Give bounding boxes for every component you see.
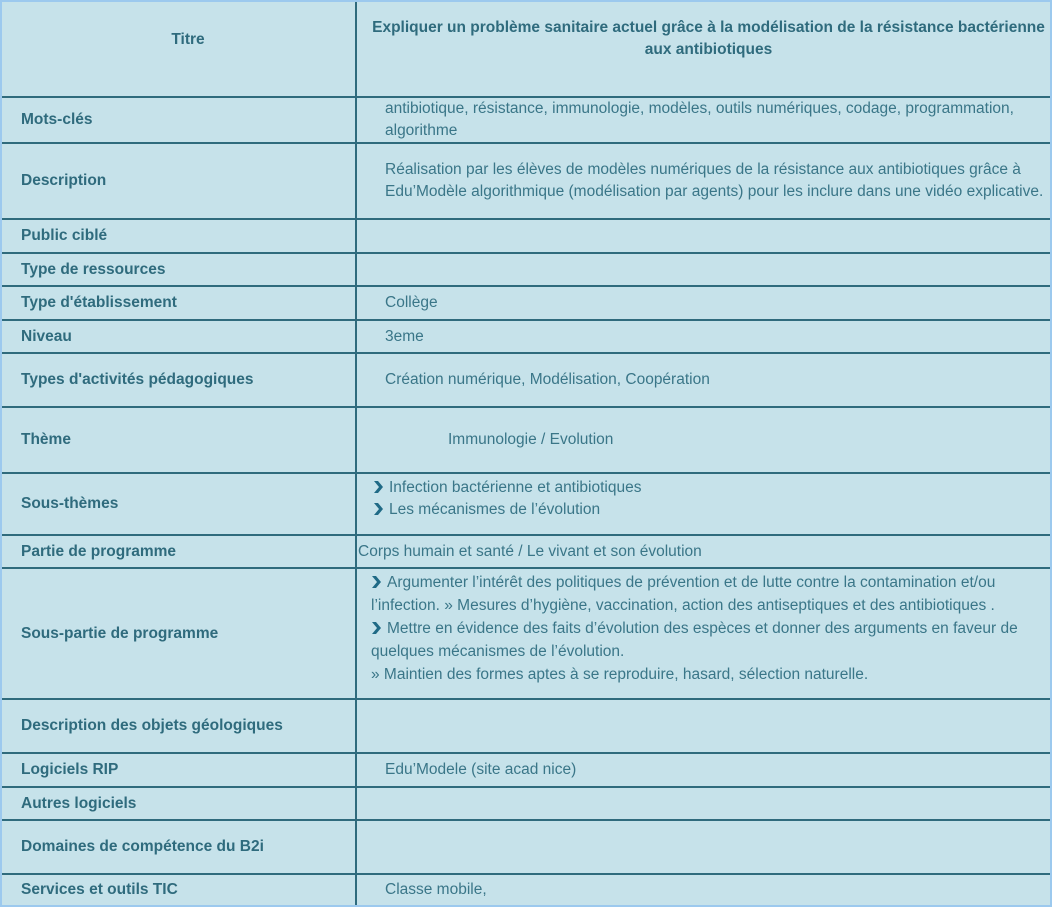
table-row [2, 535, 1050, 568]
chevron-right-icon [373, 481, 383, 493]
row-label-program-part: Partie de programme [2, 535, 356, 568]
table-row [2, 820, 1050, 874]
chevron-right-icon [373, 503, 383, 515]
table-row [2, 473, 1050, 535]
activities-value: Création numérique, Modélisation, Coopération [356, 353, 1050, 407]
table-row [2, 568, 1050, 699]
row-label-keywords: Mots-clés [2, 97, 356, 143]
chevron-right-icon [371, 622, 381, 634]
title-label: Titre [2, 2, 356, 97]
row-label-geological-objects: Description des objets géologiques [2, 699, 356, 753]
list-item-note: » Maintien des formes aptes à se reproduire, hasard, sélection naturelle. [371, 666, 869, 683]
public-value [356, 219, 1050, 253]
list-item: Les mécanismes de l’évolution [373, 499, 1044, 521]
resource-type-value [356, 253, 1050, 286]
program-subpart-value [356, 568, 1050, 699]
tic-services-value: Classe mobile, [356, 874, 1050, 905]
row-label-subthemes: Sous-thèmes [2, 473, 356, 535]
subthemes-value [356, 473, 1050, 535]
resource-table [2, 2, 1050, 905]
list-item: Mettre en évidence des faits d’évolution des espèces et donner des arguments en faveur de quelques mécanismes de l’évolution. [371, 620, 1018, 660]
chevron-right-icon [371, 576, 381, 588]
row-label-resource-type: Type de ressources [2, 253, 356, 286]
table-row [2, 353, 1050, 407]
level-value: 3eme [356, 320, 1050, 353]
rip-software-value: Edu’Modele (site acad nice) [356, 753, 1050, 787]
b2i-value [356, 820, 1050, 874]
program-part-value: Corps humain et santé / Le vivant et son évolution [356, 535, 1050, 568]
table-row [2, 787, 1050, 820]
table-row [2, 699, 1050, 753]
table-row [2, 874, 1050, 905]
description-value: Réalisation par les élèves de modèles numériques de la résistance aux antibiotiques grâce à Edu’Modèle algorithmique (modélisation par agents) pour les inclure dans une vidéo explicative. [356, 143, 1050, 219]
table-row [2, 253, 1050, 286]
row-label-activities: Types d'activités pédagogiques [2, 353, 356, 407]
table-row [2, 219, 1050, 253]
establishment-value: Collège [356, 286, 1050, 320]
table-row [2, 286, 1050, 320]
table-row [2, 753, 1050, 787]
table-row [2, 143, 1050, 219]
row-label-level: Niveau [2, 320, 356, 353]
row-label-tic-services: Services et outils TIC [2, 874, 356, 905]
row-label-public: Public ciblé [2, 219, 356, 253]
list-item: Argumenter l’intérêt des politiques de prévention et de lutte contre la contamination et/ou l’infection. » Mesures d’hygiène, vaccination, action des antiseptiques et des antibiotiques . [371, 574, 996, 614]
theme-value: Immunologie / Evolution [356, 407, 1050, 473]
table-row [2, 320, 1050, 353]
row-label-description: Description [2, 143, 356, 219]
row-label-other-software: Autres logiciels [2, 787, 356, 820]
row-label-rip-software: Logiciels RIP [2, 753, 356, 787]
keywords-value: antibiotique, résistance, immunologie, modèles, outils numériques, codage, programmation, algorithme [356, 97, 1050, 143]
list-item: Infection bactérienne et antibiotiques [373, 477, 1044, 499]
table-row [2, 407, 1050, 473]
table-row-title [2, 2, 1050, 97]
row-label-theme: Thème [2, 407, 356, 473]
other-software-value [356, 787, 1050, 820]
geological-objects-value [356, 699, 1050, 753]
row-label-b2i: Domaines de compétence du B2i [2, 820, 356, 874]
page-title: Expliquer un problème sanitaire actuel grâce à la modélisation de la résistance bactérienne aux antibiotiques [372, 19, 1045, 58]
row-label-establishment: Type d'établissement [2, 286, 356, 320]
table-row [2, 97, 1050, 143]
row-label-program-subpart: Sous-partie de programme [2, 568, 356, 699]
